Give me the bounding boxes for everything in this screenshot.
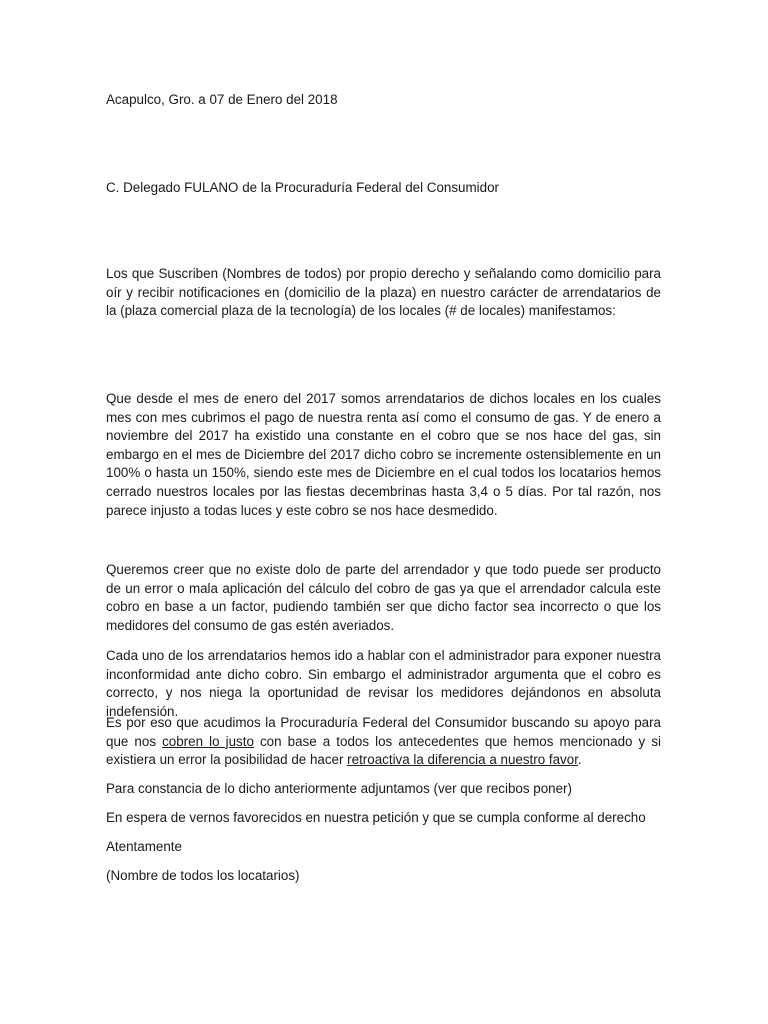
request-paragraph bbox=[106, 714, 661, 770]
date-line: Acapulco, Gro. a 07 de Enero del 2018 bbox=[106, 92, 338, 107]
administrator-paragraph: Cada uno de los arrendatarios hemos ido a hablar con el administrador para exponer nuestra inconformidad ante dicho cobro. Sin embargo el administrador argumenta que el cobro es correcto, y nos niega la oportunidad de revisar los medidores dejándonos en absoluta indefensión. bbox=[106, 648, 661, 719]
request-underline-2: retroactiva la diferencia a nuestro favor bbox=[347, 752, 578, 768]
request-text-1: Es por eso que acudimos la Procuraduría Federal del Consumidor buscando su apoyo para que nos bbox=[106, 715, 661, 749]
request-text-3: . bbox=[577, 752, 582, 768]
addressee: C. Delegado FULANO de la Procuraduría Federal del Consumidor bbox=[106, 180, 499, 195]
request-text-2: con base a todos los antecedentes que hemos mencionado y si existiera un error la posibilidad de hacer bbox=[106, 733, 661, 768]
attachments-line: Para constancia de lo dicho anteriormente adjuntamos (ver que recibos poner) bbox=[106, 781, 572, 796]
request-underline-1: cobren lo justo bbox=[162, 733, 254, 749]
closing-request-line: En espera de vernos favorecidos en nuestra petición y que se cumpla conforme al derecho bbox=[106, 810, 646, 825]
facts-paragraph: Que desde el mes de enero del 2017 somos arrendatarios de dichos locales en los cuales mes con mes cubrimos el pago de nuestra renta así como el consumo de gas. Y de enero a noviembre del 2017 ha existido una constante en el cobro que se nos hace del gas, sin embargo en el mes de Diciembre del 2017 dicho cobro se incremente ostensiblemente en un 100% o hasta un 150%, siendo este mes de Diciembre en el cual todos los locatarios hemos cerrado nuestros locales por las fiestas decembrinas hasta 3,4 o 5 días. Por tal razón, nos parece injusto a todas luces y este cobro se nos hace desmedido. bbox=[106, 391, 661, 518]
intro-paragraph: Los que Suscriben (Nombres de todos) por propio derecho y señalando como domicilio para oír y recibir notificaciones en (domicilio de la plaza) en nuestro carácter de arrendatarios de la (plaza comercial plaza de la tecnología) de los locales (# de locales) manifestamos: bbox=[106, 266, 661, 319]
belief-paragraph: Queremos creer que no existe dolo de parte del arrendador y que todo puede ser producto de un error o mala aplicación del cálculo del cobro de gas ya que el arrendador calcula este cobro en base a un factor, pudiendo también ser que dicho factor sea incorrecto o que los medidores del consumo de gas estén averiados. bbox=[106, 562, 661, 633]
signatories: (Nombre de todos los locatarios) bbox=[106, 868, 300, 883]
sign-off: Atentamente bbox=[106, 839, 182, 854]
